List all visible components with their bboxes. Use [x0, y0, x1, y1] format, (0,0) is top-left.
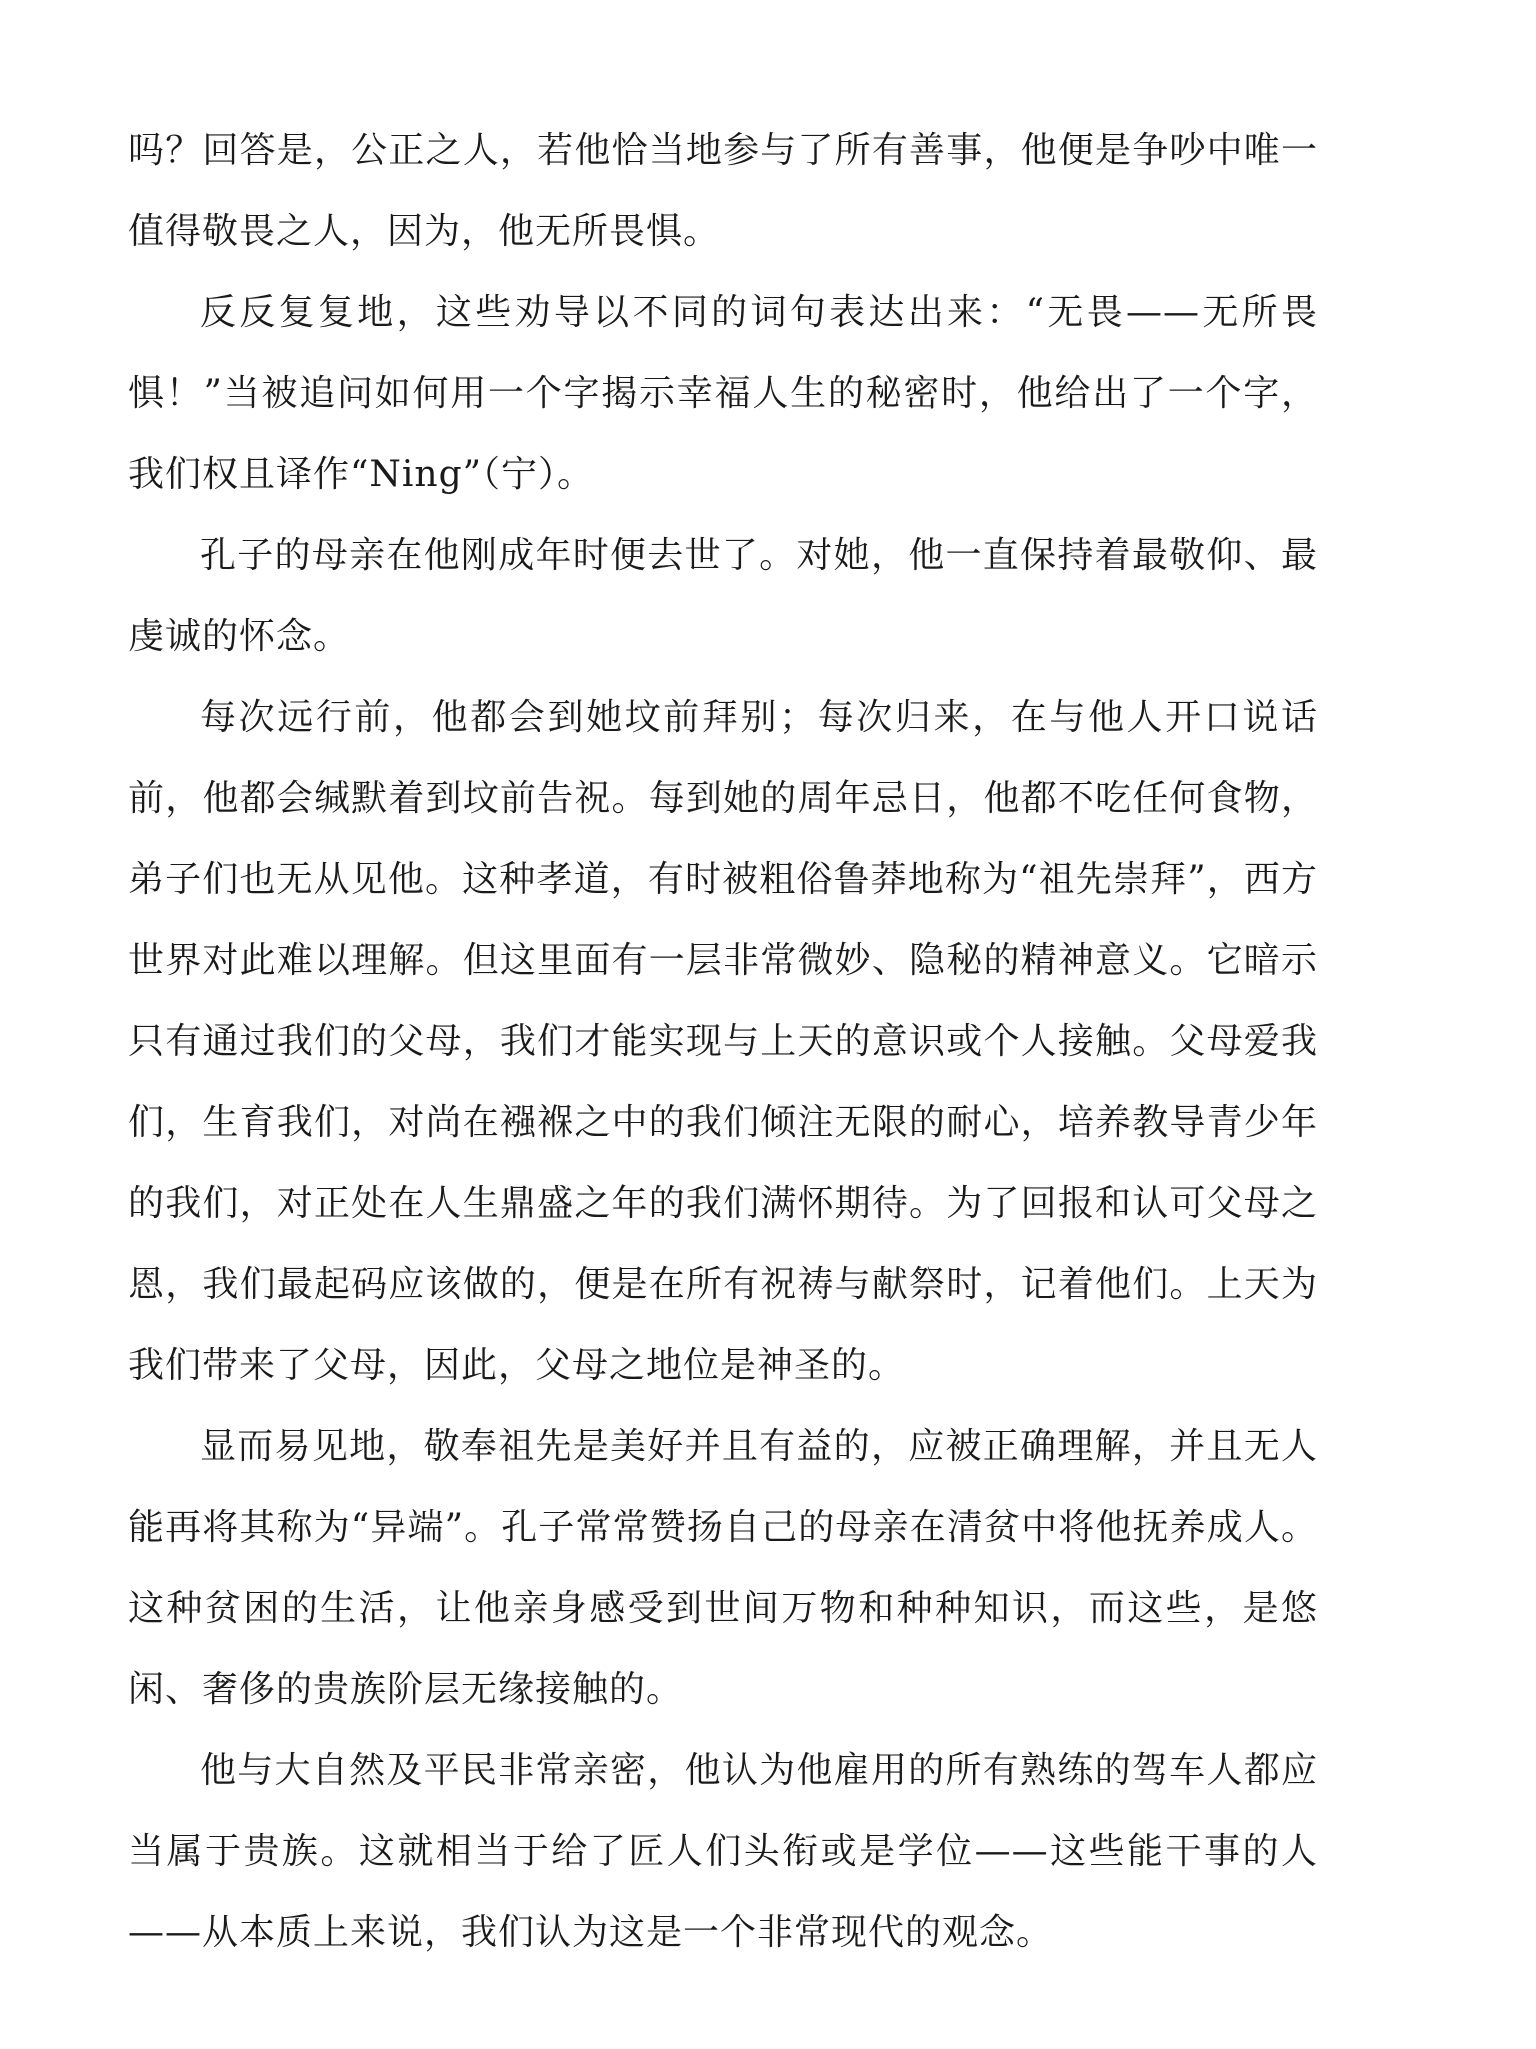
- paragraph-1: 吗？回答是，公正之人，若他恰当地参与了所有善事，他便是争吵中唯一值得敬畏之人，因为，他无所畏惧。: [128, 130, 1318, 252]
- paragraph-2: 反反复复地，这些劝导以不同的词句表达出来：“无畏——无所畏惧！”当被追问如何用一个字揭示幸福人生的秘密时，他给出了一个字，我们权且译作“Ning”（宁）。: [128, 292, 1318, 495]
- paragraph-5: 显而易见地，敬奉祖先是美好并且有益的，应被正确理解，并且无人能再将其称为“异端”。孔子常常赞扬自己的母亲在清贫中将他抚养成人。这种贫困的生活，让他亲身感受到世间万物和种种知识，而这些，是悠闲、奢侈的贵族阶层无缘接触的。: [128, 1426, 1318, 1710]
- paragraph-3: 孔子的母亲在他刚成年时便去世了。对她，他一直保持着最敬仰、最虔诚的怀念。: [128, 535, 1318, 657]
- paragraph-4: 每次远行前，他都会到她坟前拜别；每次归来，在与他人开口说话前，他都会缄默着到坟前告祝。每到她的周年忌日，他都不吃任何食物，弟子们也无从见他。这种孝道，有时被粗俗鲁莽地称为“祖先崇拜”，西方世界对此难以理解。但这里面有一层非常微妙、隐秘的精神意义。它暗示只有通过我们的父母，我们才能实现与上天的意识或个人接触。父母爱我们，生育我们，对尚在襁褓之中的我们倾注无限的耐心，培养教导青少年的我们，对正处在人生鼎盛之年的我们满怀期待。为了回报和认可父母之恩，我们最起码应该做的，便是在所有祝祷与献祭时，记着他们。上天为我们带来了父母，因此，父母之地位是神圣的。: [128, 697, 1318, 1386]
- paragraph-6: 他与大自然及平民非常亲密，他认为他雇用的所有熟练的驾车人都应当属于贵族。这就相当于给了匠人们头衔或是学位——这些能干事的人——从本质上来说，我们认为这是一个非常现代的观念。: [128, 1750, 1318, 1953]
- document-body: [128, 110, 1318, 1973]
